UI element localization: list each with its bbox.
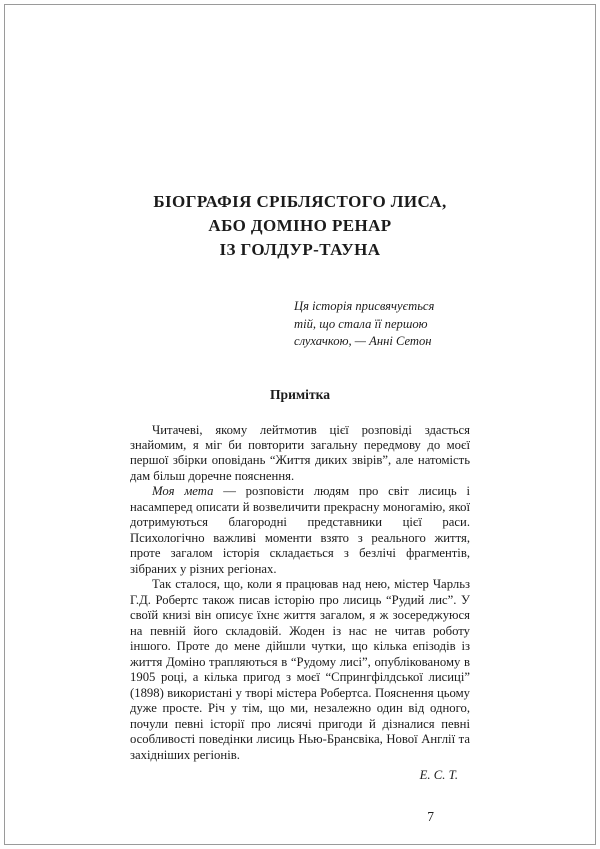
title-line-3: ІЗ ГОЛДУР-ТАУНА — [219, 240, 381, 260]
chapter-title — [130, 190, 470, 262]
page-number: 7 — [427, 809, 434, 825]
section-heading: Примітка — [269, 386, 331, 402]
paragraph-2-lead-italic: Моя мета — [152, 484, 214, 499]
dedication-line-1: Ця історія присвячується — [294, 299, 435, 314]
paragraph-2-text: — розповісти людям про світ лисиць і насамперед описати й возвеличити прекрасну моногамію, якої дотримуються благородні представники цієї раси. Психологічно важливі моменти взято з реального життя, проте загалом історія складається з безлічі фрагментів, зібраних у різних регіонах. — [130, 484, 470, 576]
body-text — [130, 423, 470, 764]
author-initials: Е. С. Т. — [419, 768, 458, 783]
dedication-line-2: тій, що стала її першою — [294, 316, 428, 331]
paragraph-1: Читачеві, якому лейтмотив цієї розповіді здасться знайомим, я міг би повторити загальну передмову до моєї першої збірки оповідань “Життя диких звірів”, але натомість дам більш доречне пояснення. — [130, 422, 470, 483]
dedication-line-3: слухачкою, — Анні Сетон — [294, 334, 432, 349]
title-line-1: БІОГРАФІЯ СРІБЛЯСТОГО ЛИСА, — [153, 192, 447, 211]
dedication — [294, 298, 456, 350]
paragraph-2 — [130, 484, 470, 577]
paragraph-3: Так сталося, що, коли я працював над нею, містер Чарльз Г.Д. Робертс також писав історію про лисиць “Рудий лис”. У своїй книзі він описує їхнє життя загалом, я ж зосереджуюся на певній його складовій. Жоден із нас не читав роботу іншого. Проте до мене дійшли чутки, що кілька епізодів із життя Доміно трапляються в “Рудому лисі”, опублікованому в 1905 році, а кілька пригод з моєї “Спрингфілдської лисиці” (1898) використані у творі містера Робертса. Пояснення цьому дуже просте. Річ у тім, що ми, незалежно один від одного, почули певні історії про лисячі пригоди й дізналися певні особливості поведінки лисиць Нью-Брансвіка, Нової Англії та західніших регіонів. — [130, 577, 470, 762]
page-content — [130, 0, 470, 825]
title-line-2: АБО ДОМІНО РЕНАР — [208, 216, 392, 236]
